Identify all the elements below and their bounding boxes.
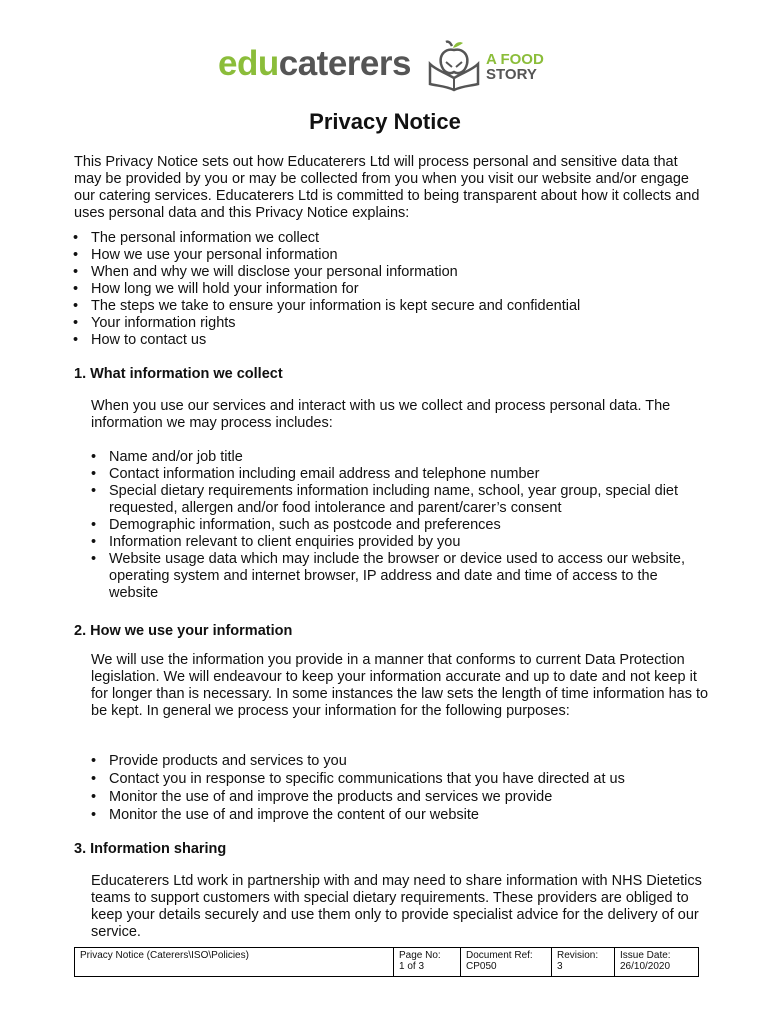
list-item: • Monitor the use of and improve the content of our website <box>109 807 709 824</box>
footer-document-path: Privacy Notice (Caterers\ISO\Policies) <box>80 950 249 961</box>
footer-date-label: Issue Date: <box>620 950 671 961</box>
list-item: • Special dietary requirements information including name, school, year group, special diet requested, allergen and/or food intolerance and parent/carer’s consent <box>109 483 709 517</box>
footer-date-value: 26/10/2020 <box>620 961 671 972</box>
footer-page-label: Page No: <box>399 950 441 961</box>
footer-page-cell <box>393 948 460 976</box>
footer-page-value: 1 of 3 <box>399 961 425 972</box>
section-3-body: Educaterers Ltd work in partnership with and may need to share information with NHS Dietetics teams to support customers with special dietary requirements. These providers are obliged to keep your details securely and use them only to provide specialist advice for the delivery of our service. <box>91 873 702 940</box>
list-item: • How we use your personal information <box>91 247 711 264</box>
contents-list <box>91 230 711 349</box>
collected-data-list <box>109 449 709 602</box>
list-item: • How long we will hold your information for <box>91 281 711 298</box>
list-item: • Contact you in response to specific communications that you have directed at us <box>109 771 709 788</box>
list-item: • The personal information we collect <box>91 230 711 247</box>
list-item: • Name and/or job title <box>109 449 709 466</box>
book-apple-icon <box>426 40 482 92</box>
intro-paragraph: This Privacy Notice sets out how Educaterers Ltd will process personal and sensitive data that may be provided by you or may be collected from you when you visit our website and/or engage our catering services. Educaterers Ltd is committed to being transparent about how it collects and uses personal data and this Privacy Notice explains: <box>74 154 700 221</box>
list-item: • Monitor the use of and improve the products and services we provide <box>109 789 709 806</box>
logo-wordmark: educaterers <box>218 44 411 83</box>
list-item: • Contact information including email address and telephone number <box>109 466 709 483</box>
document-footer-table <box>74 947 699 977</box>
logo-tagline: A FOOD STORY <box>486 51 544 83</box>
purposes-list <box>109 753 709 824</box>
footer-ref-value: CP050 <box>466 961 497 972</box>
footer-revision-cell <box>551 948 614 976</box>
list-item: • The steps we take to ensure your information is kept secure and confidential <box>91 298 711 315</box>
list-item: • Demographic information, such as postcode and preferences <box>109 517 709 534</box>
section-2-body: We will use the information you provide in a manner that conforms to current Data Protection legislation. We will endeavour to keep your information accurate and up to date and not keep it for longer than is necessary. In some instances the law sets the length of time information has to be kept. In general we process your information for the following purposes: <box>91 652 709 719</box>
footer-revision-value: 3 <box>557 961 563 972</box>
educaterers-logo <box>218 40 558 92</box>
list-item: • Your information rights <box>91 315 711 332</box>
list-item: • When and why we will disclose your personal information <box>91 264 711 281</box>
footer-date-cell <box>614 948 698 976</box>
section-1-heading: 1. What information we collect <box>74 366 283 382</box>
list-item: • Provide products and services to you <box>109 753 709 770</box>
section-1-body: When you use our services and interact with us we collect and process personal data. The information we may process includes: <box>91 398 671 431</box>
list-item: • Website usage data which may include the browser or device used to access our website, operating system and internet browser, IP address and date and time of access to the website <box>109 551 709 602</box>
footer-revision-label: Revision: <box>557 950 599 961</box>
page-title: Privacy Notice <box>309 109 461 134</box>
section-2-heading: 2. How we use your information <box>74 623 293 639</box>
list-item: • How to contact us <box>91 332 711 349</box>
footer-ref-label: Document Ref: <box>466 950 533 961</box>
footer-ref-cell <box>460 948 551 976</box>
list-item: • Information relevant to client enquiries provided by you <box>109 534 709 551</box>
section-3-heading: 3. Information sharing <box>74 841 227 857</box>
